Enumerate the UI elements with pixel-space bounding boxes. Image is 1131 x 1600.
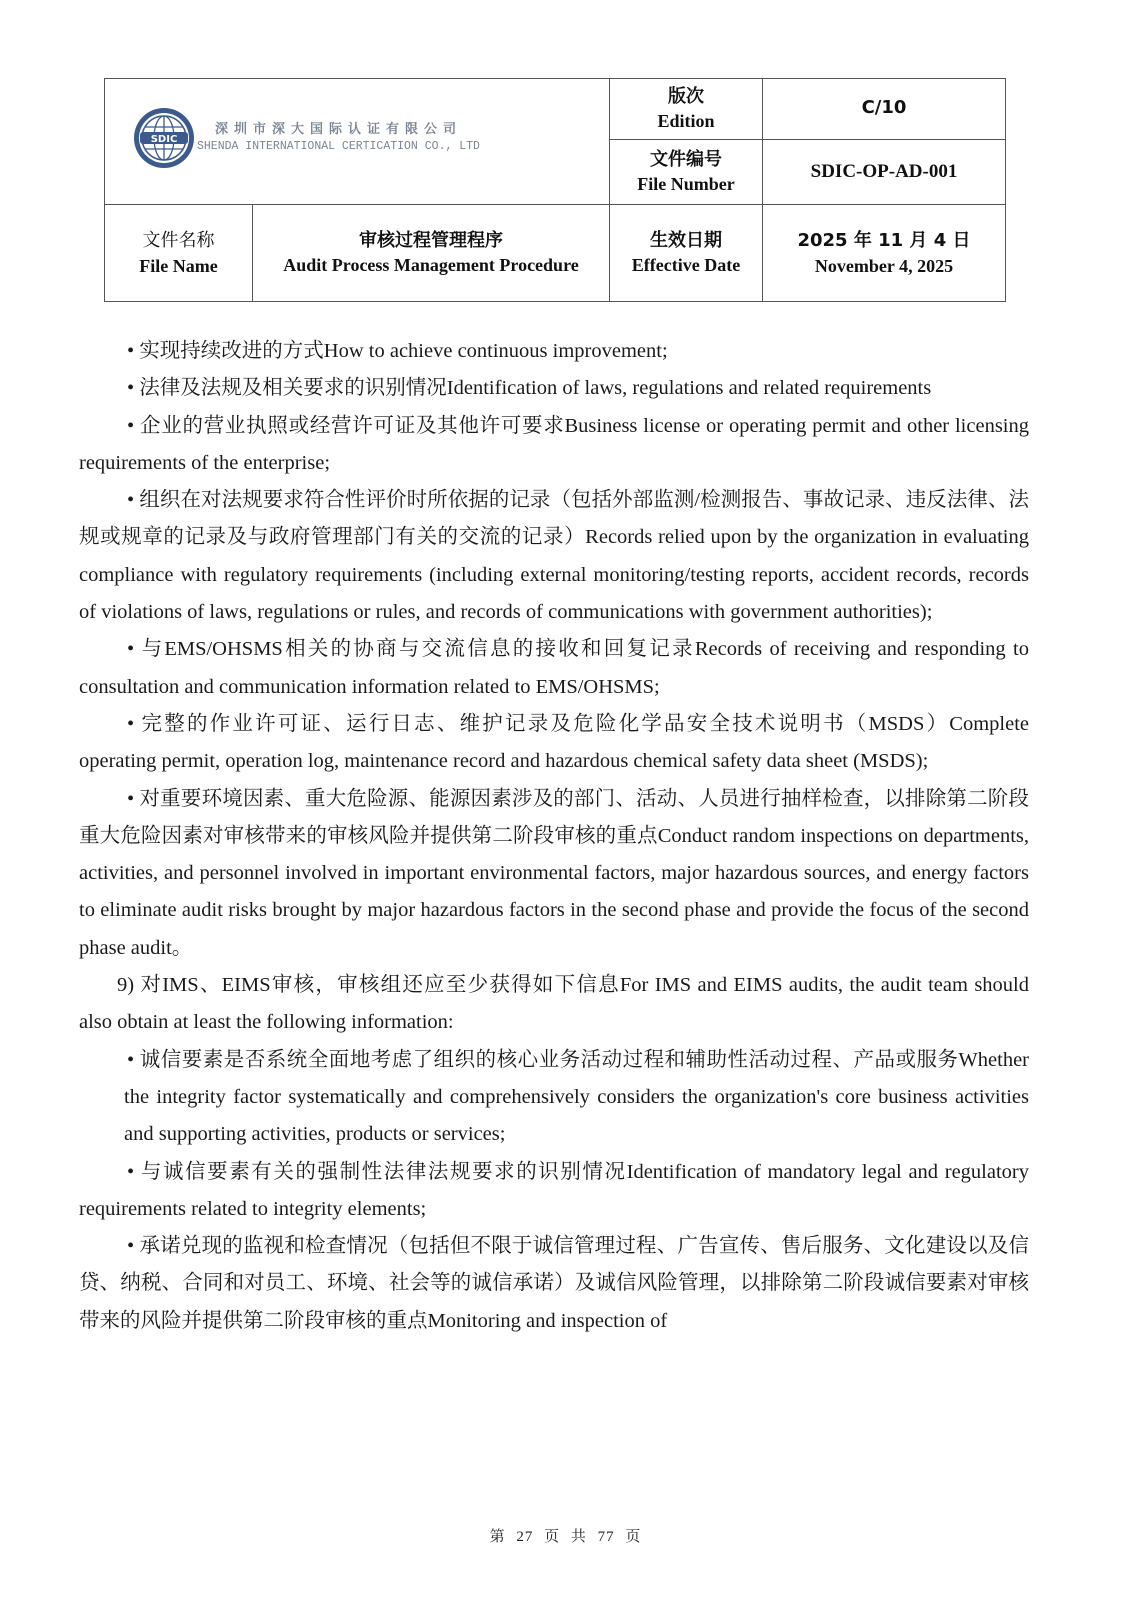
bullet-business-license: • 企业的营业执照或经营许可证及其他许可要求Business license or operating permit and other licensing requirements of the enterprise; — [79, 414, 1029, 474]
bullet-mandatory-legal: • 与诚信要素有关的强制性法律法规要求的识别情况Identification of mandatory legal and regulatory requirements related to integrity elements; — [79, 1160, 1029, 1220]
file-name-label — [105, 205, 252, 301]
bullet-random-inspections: • 对重要环境因素、重大危险源、能源因素涉及的部门、活动、人员进行抽样检查，以排除第二阶段重大危险因素对审核带来的审核风险并提供第二阶段审核的重点Conduct random inspections on departments, activities, and personnel involved in important environmental factors, major hazardous sources, and energy factors to eliminate audit risks brought by major hazardous factors in the second phase and provide the focus of the second phase audit。 — [79, 787, 1029, 959]
effective-date-value-cn: 2025 年 11 月 4 日 — [797, 230, 971, 251]
bullet-laws-identification: • 法律及法规及相关要求的识别情况Identification of laws, regulations and related requirements — [127, 377, 932, 400]
company-logo-cell — [105, 79, 610, 205]
bullet-integrity-factor: • 诚信要素是否系统全面地考虑了组织的核心业务活动过程和辅助性活动过程、产品或服务Whether the integrity factor systematically and comprehensively considers the organization's core business activities and supporting activities, products or services; — [124, 1048, 1029, 1146]
file-name-value-en: Audit Process Management Procedure — [283, 255, 579, 275]
edition-value: C/10 — [861, 96, 907, 118]
bullet-consultation-records: • 与EMS/OHSMS相关的协商与交流信息的接收和回复记录Records of receiving and responding to consultation and communication information related to EMS/OHSMS; — [79, 638, 1029, 698]
sdic-globe-logo-icon — [133, 107, 195, 169]
bullet-compliance-records: • 组织在对法规要求符合性评价时所依据的记录（包括外部监测/检测报告、事故记录、违反法律、法规或规章的记录及与政府管理部门有关的交流的记录）Records relied upon by the organization in evaluating compliance with regulatory requirements (including external monitoring/testing reports, accident records, records of violations of laws, regulations or rules, and records of communications with government authorities); — [79, 489, 1029, 624]
company-name-cn: 深圳市深大国际认证有限公司 — [214, 122, 462, 137]
item-9-ims-eims: 9) 对IMS、EIMS审核，审核组还应至少获得如下信息For IMS and EIMS audits, the audit team should also obtain at least the following information: — [79, 974, 1029, 1034]
logo-text: SDIC — [150, 134, 178, 145]
file-name-label-cn: 文件名称 — [142, 230, 215, 251]
bullet-continuous-improvement: • 实现持续改进的方式How to achieve continuous improvement; — [127, 340, 668, 362]
effective-date-label-cn: 生效日期 — [650, 230, 722, 251]
effective-date-value-cell — [763, 205, 1005, 301]
effective-date-label — [610, 205, 762, 301]
file-name-label-en: File Name — [139, 256, 218, 276]
file-number-value-cell — [763, 140, 1005, 204]
file-number-label-en: File Number — [637, 174, 735, 194]
document-header-table — [104, 78, 1006, 302]
effective-date-label-en: Effective Date — [631, 255, 741, 275]
file-number-value: SDIC-OP-AD-001 — [810, 161, 958, 182]
effective-date-value-en: November 4, 2025 — [814, 256, 954, 276]
edition-label-cn: 版次 — [668, 86, 704, 107]
bullet-commitment-monitoring: • 承诺兑现的监视和检查情况（包括但不限于诚信管理过程、广告宣传、售后服务、文化建设以及信贷、纳税、合同和对员工、环境、社会等的诚信承诺）及诚信风险管理，以排除第二阶段诚信要素对审核带来的风险并提供第二阶段审核的重点Monitoring and inspection of — [79, 1235, 1029, 1332]
edition-label-en: Edition — [657, 111, 715, 131]
document-body — [79, 333, 1029, 1340]
file-number-label-cn: 文件编号 — [650, 149, 722, 170]
file-name-value-cell — [253, 205, 609, 301]
file-number-label — [610, 140, 762, 204]
edition-label — [610, 79, 762, 139]
file-name-value-cn: 审核过程管理程序 — [359, 230, 503, 251]
company-name-en: SHENDA INTERNATIONAL CERTICATION CO., LTD — [197, 140, 480, 153]
bullet-operating-permit: • 完整的作业许可证、运行日志、维护记录及危险化学品安全技术说明书（MSDS）Complete operating permit, operation log, maintenance record and hazardous chemical safety data sheet (MSDS); — [79, 712, 1029, 773]
edition-value-cell — [763, 79, 1005, 139]
page-number: 第 27 页 共 77 页 — [489, 1529, 642, 1545]
